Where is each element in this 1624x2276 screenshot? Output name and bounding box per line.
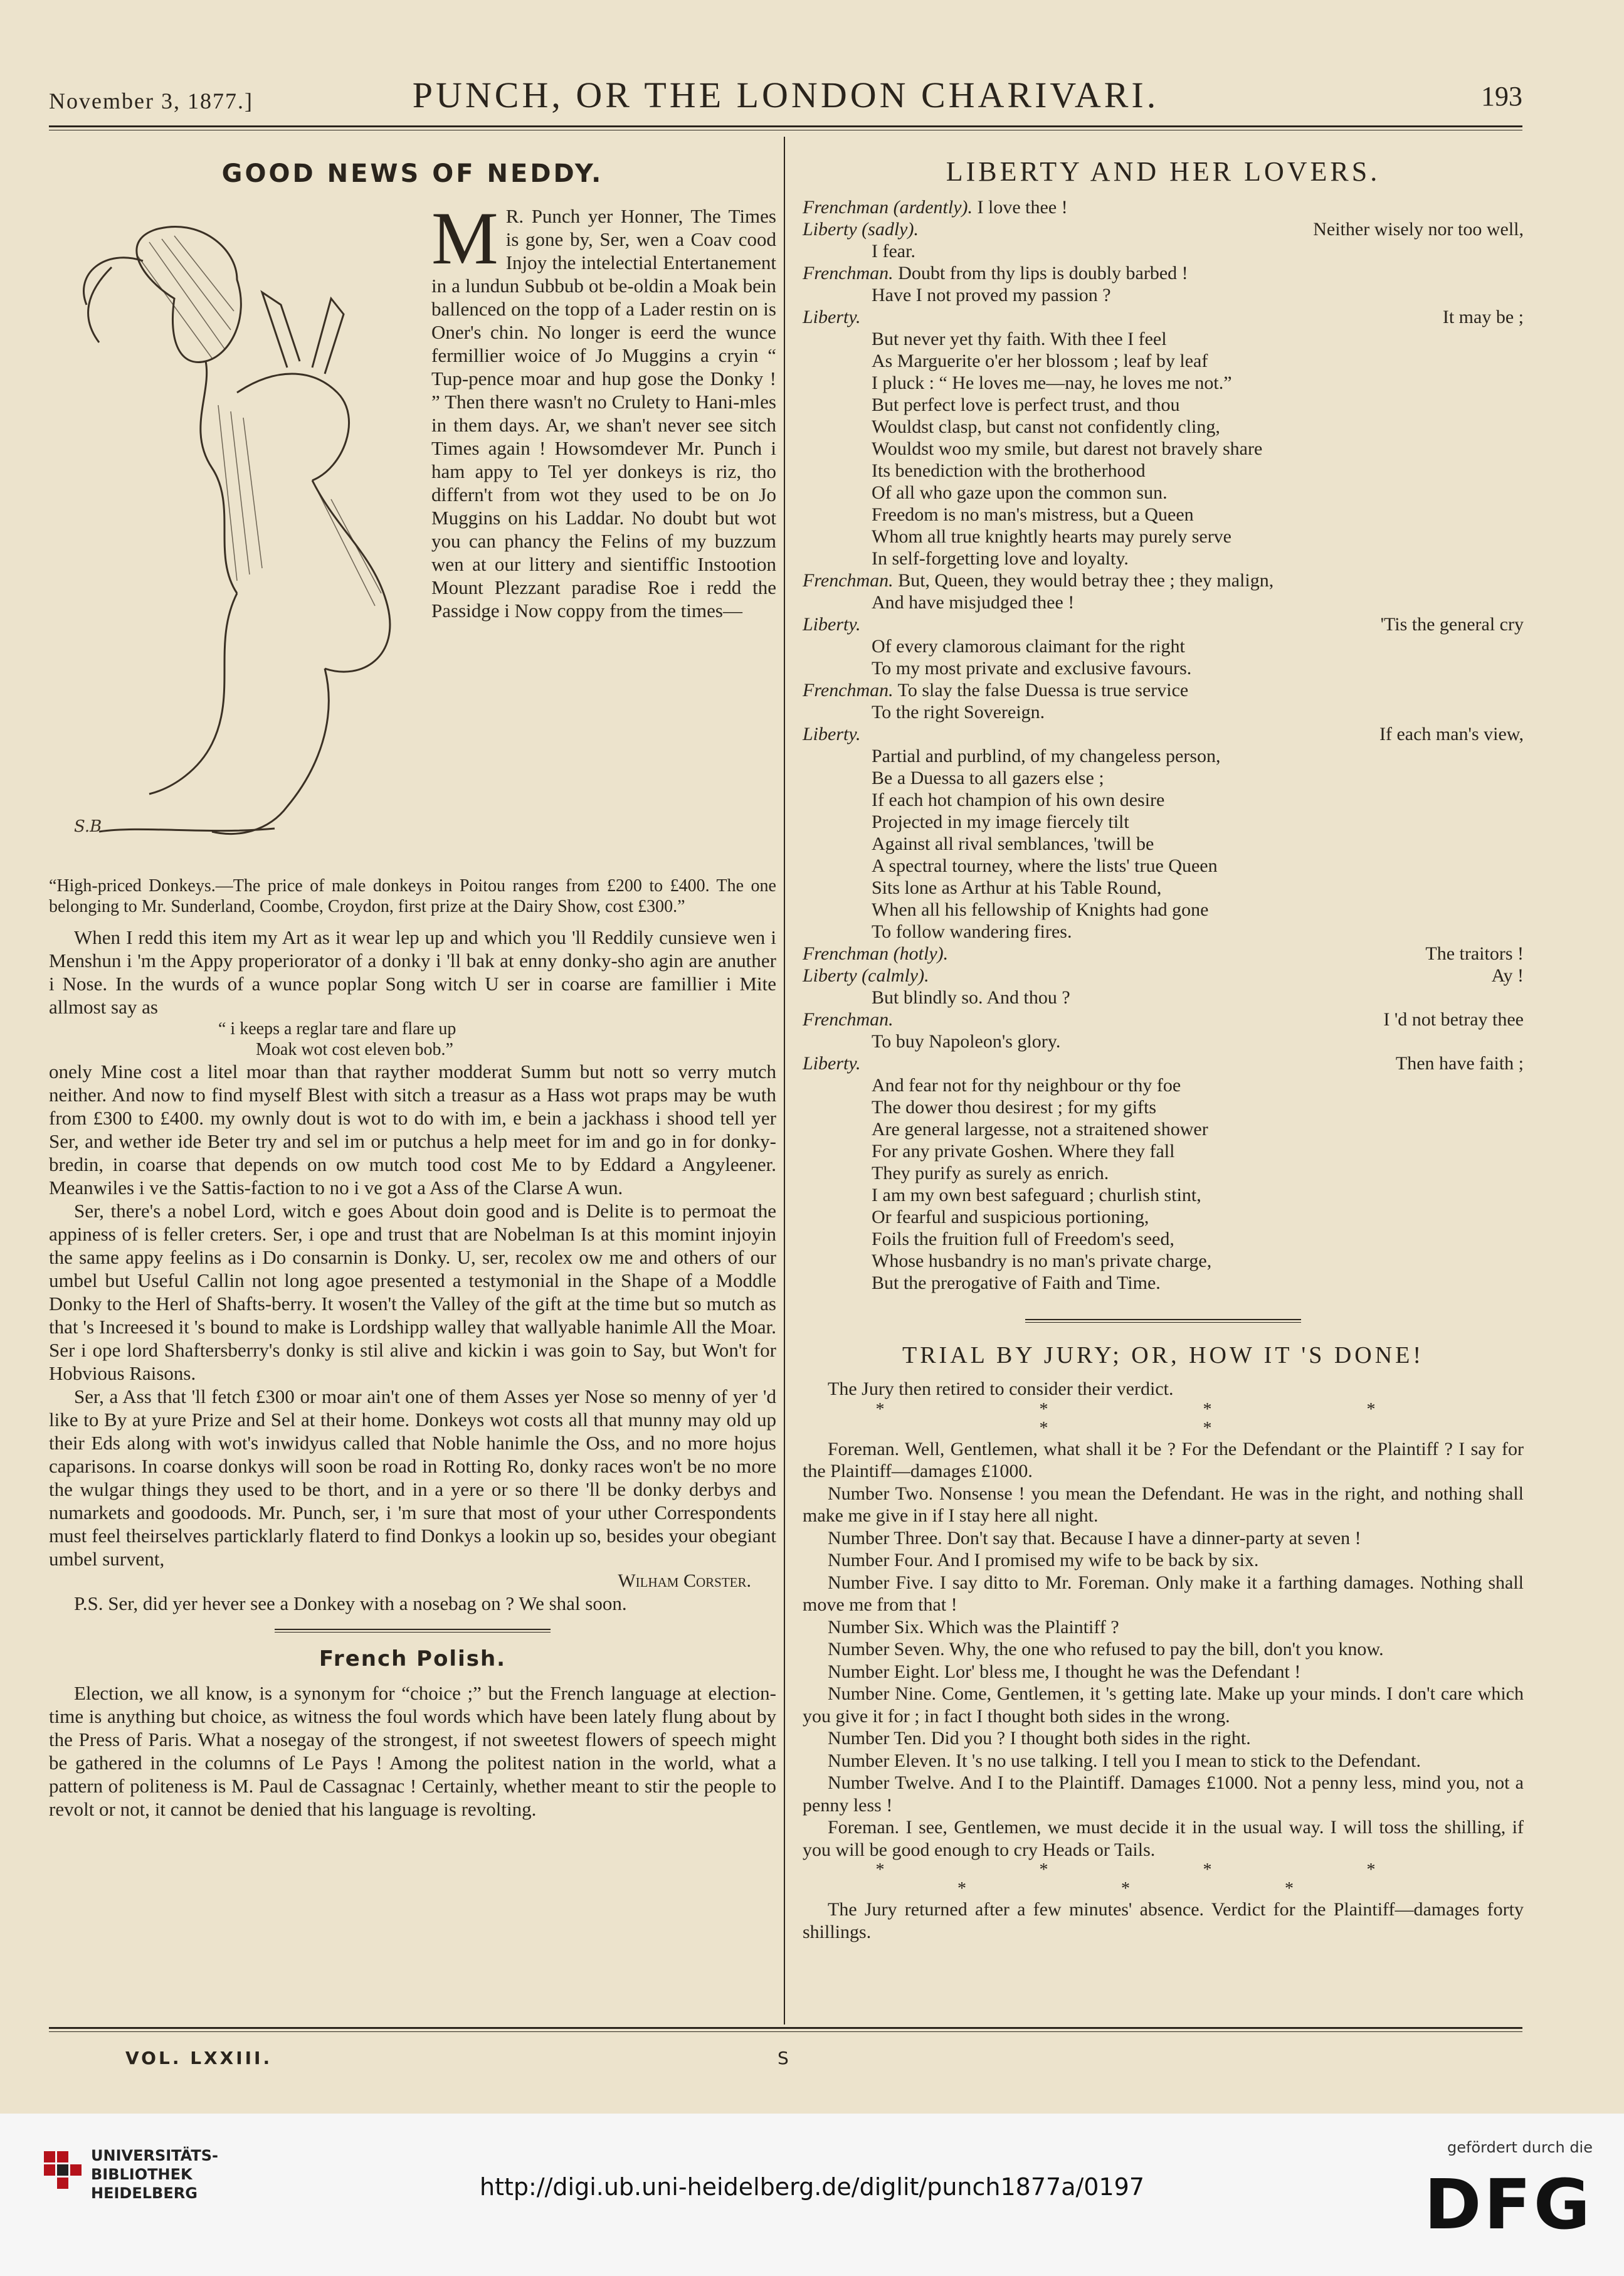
dialogue-line-right-text: Then have faith ; bbox=[1395, 1053, 1524, 1074]
funding-note: gefördert durch die bbox=[1447, 2139, 1593, 2156]
dialogue-line bbox=[803, 591, 1524, 613]
dialogue-line bbox=[803, 306, 1524, 328]
trial-line: Foreman. I see, Gentlemen, we must decide it in the usual way. I will toss the shilling, if you will be good enough to cry Heads or Tails. bbox=[803, 1817, 1524, 1860]
dialogue-text: In self-forgetting love and loyalty. bbox=[872, 548, 1129, 569]
dialogue-line bbox=[803, 811, 1524, 833]
paragraph-1: When I redd this item my Art as it wear lep up and which you 'll Reddily cunsieve wen i Menshun i 'm the Appy properiorator of a donky i 'll bak at enny donky-sho agin are anuther i Nose. In the wurds of a wunce poplar Song witch U ser in coarse are famillier i Mite allmost say as bbox=[49, 926, 776, 1018]
trial-line: Number Ten. Did you ? I thought both sides in the right. bbox=[828, 1728, 1251, 1749]
dialogue-line bbox=[803, 372, 1524, 394]
dialogue-text: Whom all true knightly hearts may purely serve bbox=[872, 526, 1231, 547]
dialogue-line bbox=[803, 855, 1524, 877]
section-divider bbox=[275, 1629, 551, 1633]
dialogue-text: Have I not proved my passion ? bbox=[872, 285, 1111, 305]
section-divider-right bbox=[1025, 1319, 1301, 1323]
dialogue-text: Foils the fruition full of Freedom's seed, bbox=[872, 1229, 1174, 1249]
dialogue-line bbox=[803, 657, 1524, 679]
trial-line: Number Three. Don't say that. Because I have a dinner-party at seven ! bbox=[828, 1527, 1361, 1548]
dialogue-text: Its benediction with the brotherhood bbox=[872, 460, 1146, 481]
dialogue-line bbox=[803, 350, 1524, 372]
dialogue-text: The dower thou desirest ; for my gifts bbox=[872, 1097, 1157, 1118]
trial-article bbox=[803, 1378, 1524, 1943]
dialogue-text: Wouldst woo my smile, but darest not bravely share bbox=[872, 438, 1263, 459]
dialogue-line bbox=[803, 1162, 1524, 1184]
paragraph-3: Ser, there's a nobel Lord, witch e goes About doin good and is Delite is to permoat the appiness of is feller creters. Ser, i ope and trust that are Nobelman Is at this momint injoyin the same appy feelins as i Do consarnin is Donky. U, ser, recolex ow me and others of our umbel but Useful Callin not long agoe presented a testymonial in the Shape of a Moddle Donky to the Herl of Shafts-berry. It wosen't the Valley of the gift at the time but so mutch as that 's Increesed it 's bound to make is Lordshipp walley that wallyable hanimle All the Moar. Ser i ope lord Shaftersberry's donky is stil alive and kickin i was goin to Say, but Won't for Hobvious Raisons. bbox=[49, 1200, 776, 1384]
dialogue-line bbox=[803, 1008, 1524, 1030]
dialogue-text: Against all rival semblances, 'twill be bbox=[872, 834, 1154, 854]
dialogue-line bbox=[803, 504, 1524, 526]
header-rule bbox=[49, 125, 1522, 130]
dialogue-line bbox=[803, 679, 1524, 701]
dialogue-line-right-text: 'Tis the general cry bbox=[1380, 614, 1524, 635]
dialogue-line-right-text: Neither wisely nor too well, bbox=[1313, 219, 1524, 240]
dialogue-line-right-text: If each man's view, bbox=[1379, 724, 1524, 744]
dialogue-line bbox=[803, 218, 1524, 240]
dialogue-text: Be a Duessa to all gazers else ; bbox=[872, 768, 1104, 788]
dialogue-text: Projected in my image fiercely tilt bbox=[872, 812, 1129, 832]
dialogue-text: Doubt from thy lips is doubly barbed ! bbox=[898, 263, 1188, 283]
dialogue-line bbox=[803, 569, 1524, 591]
trial-line: Number Twelve. And I to the Plaintiff. Damages £1000. Not a penny less, mind you, not a penny less ! bbox=[803, 1772, 1524, 1816]
speaker-name: Liberty. bbox=[803, 614, 861, 635]
article-heading-french-polish: French Polish. bbox=[319, 1646, 507, 1671]
postscript: P.S. Ser, did yer hever see a Donkey with a nosebag on ? We shal soon. bbox=[74, 1592, 627, 1614]
dropcap-letter: M bbox=[431, 196, 498, 280]
dialogue-line bbox=[803, 482, 1524, 504]
dialogue-text: Whose husbandry is no man's private charge, bbox=[872, 1251, 1212, 1271]
dialogue-text: Are general largesse, not a straitened shower bbox=[872, 1119, 1208, 1140]
speaker-name: Liberty (sadly). bbox=[803, 219, 919, 240]
trial-dialogue bbox=[803, 1438, 1524, 1861]
trial-line: Number Eight. Lor' bless me, I thought he was the Defendant ! bbox=[828, 1661, 1301, 1682]
dialogue-line bbox=[803, 526, 1524, 548]
dialogue-line bbox=[803, 416, 1524, 438]
dialogue-text: I pluck : “ He loves me—nay, he loves me not.” bbox=[872, 373, 1232, 393]
dialogue-line bbox=[803, 789, 1524, 811]
dialogue-line bbox=[803, 877, 1524, 899]
dialogue-line bbox=[803, 745, 1524, 767]
dialogue-line bbox=[803, 1250, 1524, 1272]
dialogue-line bbox=[803, 987, 1524, 1008]
dialogue-line bbox=[803, 1206, 1524, 1228]
dialogue-line bbox=[803, 460, 1524, 482]
dialogue-line bbox=[803, 1228, 1524, 1250]
dialogue-text: But blindly so. And thou ? bbox=[872, 987, 1070, 1008]
dialogue-text: But, Queen, they would betray thee ; they malign, bbox=[898, 570, 1274, 591]
volume-number: VOL. LXXIII. bbox=[125, 2048, 273, 2068]
dialogue-line bbox=[803, 1052, 1524, 1074]
article-heading-neddy: GOOD NEWS OF NEDDY. bbox=[221, 159, 604, 188]
dialogue-line bbox=[803, 1096, 1524, 1118]
library-name-line-1: UNIVERSITÄTS- bbox=[91, 2147, 219, 2164]
dialogue-line bbox=[803, 262, 1524, 284]
dialogue-text: To buy Napoleon's glory. bbox=[872, 1031, 1061, 1052]
page-header bbox=[49, 74, 1522, 124]
dialogue-line bbox=[803, 899, 1524, 921]
permalink-url[interactable]: http://digi.ub.uni-heidelberg.de/diglit/punch1877a/0197 bbox=[480, 2173, 1144, 2201]
page-number: 193 bbox=[1481, 81, 1522, 112]
donkey-rider-illustration bbox=[49, 204, 425, 869]
dialogue-text: And fear not for thy neighbour or thy foe bbox=[872, 1075, 1181, 1096]
dialogue-text: But the prerogative of Faith and Time. bbox=[872, 1273, 1161, 1293]
dialogue-line bbox=[803, 943, 1524, 965]
trial-line: Foreman. Well, Gentlemen, what shall it be ? For the Defendant or the Plaintiff ? I say for the Plaintiff—damages £1000. bbox=[803, 1438, 1524, 1481]
speaker-name: Frenchman (hotly). bbox=[803, 943, 949, 964]
dialogue-line-right-text: Ay ! bbox=[1491, 965, 1524, 986]
dialogue-text: As Marguerite o'er her blossom ; leaf by leaf bbox=[872, 351, 1208, 371]
trial-line: Number Four. And I promised my wife to be back by six. bbox=[828, 1550, 1259, 1570]
dialogue-line bbox=[803, 548, 1524, 569]
dialogue-line bbox=[803, 965, 1524, 987]
song-verse-1: “ i keeps a reglar tare and flare up bbox=[218, 1019, 456, 1039]
issue-date: November 3, 1877.] bbox=[49, 88, 253, 114]
dfg-logo: DFG bbox=[1424, 2164, 1593, 2245]
dialogue-line bbox=[803, 613, 1524, 635]
dialogue-line bbox=[803, 833, 1524, 855]
masthead-title: PUNCH, OR THE LONDON CHARIVARI. bbox=[412, 75, 1159, 115]
dialogue-line-right-text: The traitors ! bbox=[1425, 943, 1524, 964]
dialogue-line bbox=[803, 240, 1524, 262]
article-heading-liberty: LIBERTY AND HER LOVERS. bbox=[946, 156, 1381, 187]
dialogue-text: For any private Goshen. Where they fall bbox=[872, 1141, 1175, 1162]
dialogue-text: When all his fellowship of Knights had gone bbox=[872, 899, 1209, 920]
dialogue-text: But perfect love is perfect trust, and thou bbox=[872, 394, 1180, 415]
asterism: * * * * * * bbox=[875, 1399, 1451, 1438]
dialogue-line bbox=[803, 723, 1524, 745]
trial-line: Number Seven. Why, the one who refused to pay the bill, don't you know. bbox=[828, 1639, 1384, 1659]
left-column bbox=[49, 144, 776, 1821]
illustration-drawing bbox=[49, 204, 425, 869]
speaker-name: Frenchman. bbox=[803, 680, 894, 701]
dialogue-text: I fear. bbox=[872, 241, 915, 262]
dialogue-line bbox=[803, 1140, 1524, 1162]
trial-line: Number Nine. Come, Gentlemen, it 's getting late. Make up your minds. I don't care which you give it for ; in fact I thought both sides in the wrong. bbox=[803, 1683, 1524, 1727]
dialogue-text: I am my own best safeguard ; churlish stint, bbox=[872, 1185, 1201, 1205]
dialogue-text: Freedom is no man's mistress, but a Queen bbox=[872, 504, 1194, 525]
library-footer-bar bbox=[0, 2114, 1624, 2276]
speaker-name: Liberty. bbox=[803, 307, 861, 327]
dialogue-text: To follow wandering fires. bbox=[872, 921, 1072, 942]
trial-line: Number Eleven. It 's no use talking. I tell you I mean to stick to the Defendant. bbox=[828, 1750, 1421, 1771]
svg-text:S.B: S.B bbox=[74, 817, 102, 836]
trial-intro: The Jury then retired to consider their verdict. bbox=[828, 1379, 1174, 1399]
dialogue-text: Of every clamorous claimant for the right bbox=[872, 636, 1185, 657]
speaker-name: Frenchman. bbox=[803, 1009, 894, 1030]
dialogue-line bbox=[803, 196, 1524, 218]
dialogue-line bbox=[803, 284, 1524, 306]
right-column bbox=[803, 144, 1524, 1943]
liberty-dialogue bbox=[803, 196, 1524, 1294]
dialogue-text: And have misjudged thee ! bbox=[872, 592, 1075, 613]
speaker-name: Liberty (calmly). bbox=[803, 965, 929, 986]
speaker-name: Frenchman. bbox=[803, 263, 894, 283]
trial-line: Number Two. Nonsense ! you mean the Defendant. He was in the right, and nothing shall make me give in if I stay here all night. bbox=[803, 1483, 1524, 1526]
speaker-name: Liberty. bbox=[803, 724, 861, 744]
dialogue-line bbox=[803, 438, 1524, 460]
signature: Wilham Corster. bbox=[618, 1570, 751, 1591]
dialogue-text: Sits lone as Arthur at his Table Round, bbox=[872, 877, 1162, 898]
library-name-line-3: HEIDELBERG bbox=[91, 2184, 198, 2202]
intro-paragraph: R. Punch yer Honner, The Times is gone by, Ser, wen a Coav cood Injoy the intelectial Entertanement in a lundun Subbub ot be-oldin a Moak bein ballenced on the topp of a Lader restin on is Oner's chin. No longer is eerd the wunce fermillier woice of Jo Muggins a cryin “ Tup-pence moar and hup gose the Donky ! ” Then there wasn't no Crulety to Hani-mles in them days. Ar, we shan't never see sitch Times again ! Howsomdever Mr. Punch i ham appy to Tel yer donkeys is riz, tho differn't from wot they used to be on Jo Muggins on his Laddar. No doubt but wot you can phancy the Felins of my buzzum wen at our littery and sientiffic Instootion Mount Plezzant paradise Roe i redd the Passidge i Now coppy from the times— bbox=[431, 205, 776, 622]
dialogue-text: Of all who gaze upon the common sun. bbox=[872, 482, 1168, 503]
speaker-name: Frenchman. bbox=[803, 570, 894, 591]
dialogue-line bbox=[803, 767, 1524, 789]
column-divider bbox=[784, 137, 785, 2025]
dialogue-text: They purify as surely as enrich. bbox=[872, 1163, 1109, 1183]
dialogue-text: If each hot champion of his own desire bbox=[872, 790, 1165, 810]
library-name-line-2: BIBLIOTHEK bbox=[91, 2166, 192, 2183]
dialogue-line-right-text: I 'd not betray thee bbox=[1383, 1009, 1524, 1030]
dialogue-line bbox=[803, 1184, 1524, 1206]
dialogue-line bbox=[803, 921, 1524, 943]
trial-line: Number Five. I say ditto to Mr. Foreman. Only make it a farthing damages. Nothing shall move me from that ! bbox=[803, 1572, 1524, 1615]
asterism-2: * * * * * * * bbox=[875, 1860, 1451, 1898]
speaker-name: Frenchman (ardently). bbox=[803, 197, 973, 218]
dialogue-text: To my most private and exclusive favours. bbox=[872, 658, 1192, 679]
printer-signature: S bbox=[778, 2048, 791, 2068]
dialogue-text: To the right Sovereign. bbox=[872, 702, 1045, 722]
paragraph-4: Ser, a Ass that 'll fetch £300 or moar ain't one of them Asses yer Nose so menny of yer 'd like to By at yure Prize and Sel at their home. Donkeys wot costs all that munny may old up their Eds along with wot's inwidyus called that Noble hanimle the Oss, and no more hojus caparisons. In coarse donkys will soon be road in Rotting Ro, donky races won't be no more the wulgar things they used to be thort, and in a yere or so there 'll be donky derbys and numarkets and goodoods. Mr. Punch, ser, i 'm sure that most of your uther Correspondents must feel theirselves particklarly flaterd to find Donkys a lookin up so, besides your obegiant umbel survent, bbox=[49, 1385, 776, 1570]
dialogue-text: Or fearful and suspicious portioning, bbox=[872, 1207, 1149, 1227]
paragraph-2: onely Mine cost a litel moar than that rayther modderat Summ but nott so verry mutch neither. And now to find myself Blest with sitch a treasur as a Hass wot praps may be wuth from £300 to £400. my ownly dout is wot to do with im, e bein a jackhass i shood tell yer Ser, and wether ide Beter try and sel im or putchus a help meet for im and go in for donky-bredin, in coarse that depends on ow mutch tood cost Me to by Eddard a Angyleener. Meanwiles i ve the Sattis-faction to no i ve got a Ass of the Clarse A wun. bbox=[49, 1061, 776, 1199]
speaker-name: Liberty. bbox=[803, 1053, 861, 1074]
newspaper-quote: “High-priced Donkeys.—The price of male donkeys in Poitou ranges from £200 to £400. The one belonging to Mr. Sunderland, Coombe, Croydon, first prize at the Dairy Show, cost £300.” bbox=[49, 876, 776, 916]
dialogue-text: But never yet thy faith. With thee I feel bbox=[872, 329, 1167, 349]
dialogue-line bbox=[803, 1272, 1524, 1294]
dialogue-text: Partial and purblind, of my changeless person, bbox=[872, 746, 1221, 766]
dialogue-line bbox=[803, 635, 1524, 657]
french-polish-paragraph: Election, we all know, is a synonym for “choice ;” but the French language at election-time is anything but choice, as witness the foul words which have been lately flung about by the Press of Paris. What a nosegay of the strongest, if not sweetest flowers of speech might be gathered in the columns of Le Pays ! Among the politest nation in the world, what a pattern of politeness is M. Paul de Cassagnac ! Certainly, whether meant to stir the people to revolt or not, it cannot be denied that his language is revolting. bbox=[49, 1682, 776, 1820]
article-heading-trial: TRIAL BY JURY; OR, HOW IT 'S DONE! bbox=[902, 1342, 1425, 1368]
dialogue-line bbox=[803, 1074, 1524, 1096]
trial-line: Number Six. Which was the Plaintiff ? bbox=[828, 1616, 1119, 1638]
dialogue-text: Wouldst clasp, but canst not confidently cling, bbox=[872, 416, 1220, 437]
dialogue-line bbox=[803, 328, 1524, 350]
dialogue-line bbox=[803, 1118, 1524, 1140]
dialogue-line bbox=[803, 701, 1524, 723]
dialogue-text: I love thee ! bbox=[977, 197, 1068, 218]
dialogue-text: To slay the false Duessa is true service bbox=[897, 680, 1189, 701]
dialogue-line bbox=[803, 1030, 1524, 1052]
footer-rule bbox=[49, 2027, 1522, 2032]
dialogue-line-right-text: It may be ; bbox=[1442, 307, 1524, 327]
dialogue-line bbox=[803, 394, 1524, 416]
dialogue-text: A spectral tourney, where the lists' true Queen bbox=[872, 855, 1218, 876]
trial-verdict: The Jury returned after a few minutes' absence. Verdict for the Plaintiff—damages forty shillings. bbox=[803, 1899, 1524, 1942]
song-verse-2: Moak wot cost eleven bob.” bbox=[256, 1040, 453, 1059]
